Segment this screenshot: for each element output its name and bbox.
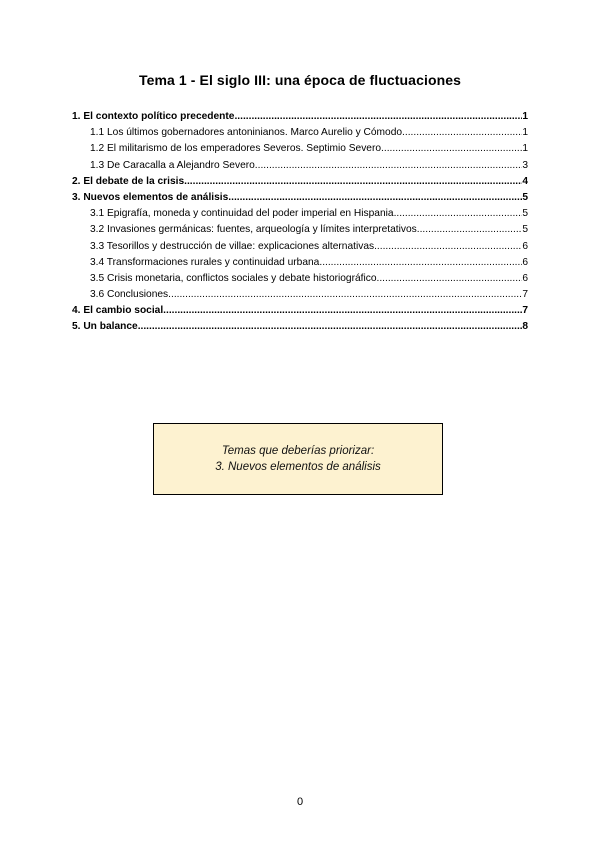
toc-entry[interactable] [72,190,528,206]
toc-leader-dots [374,239,522,255]
toc-entry[interactable] [72,174,528,190]
toc-entry-page: 1 [522,143,528,155]
toc-entry-label: 1.2 El militarismo de los emperadores Severos. Septimio Severo [90,143,382,155]
page-number: 0 [296,796,304,808]
toc-entry-label: 3. Nuevos elementos de análisis [72,191,229,203]
document-title: Tema 1 - El siglo III: una época de fluctuaciones [138,72,462,88]
toc-entry-label: 3.1 Epigrafía, moneda y continuidad del poder imperial en Hispania [90,208,394,220]
toc-entry-page: 1 [522,127,528,139]
toc-entry-page: 4 [522,175,528,187]
priority-note-topic: 3. Nuevos elementos de análisis [215,461,381,473]
toc-entry-label: 3.4 Transformaciones rurales y continuidad urbana [90,256,320,268]
toc-leader-dots [402,125,522,141]
toc-entry[interactable] [72,239,528,255]
toc-leader-dots [228,190,522,206]
toc-entry[interactable] [72,125,528,141]
toc-leader-dots [319,255,522,271]
toc-entry-page: 5 [522,191,528,203]
toc-leader-dots [234,109,522,125]
toc-entry-page: 3 [522,159,528,171]
toc-entry-page: 6 [522,240,528,252]
toc-entry-page: 5 [522,208,528,220]
toc-entry-page: 5 [522,224,528,236]
toc-leader-dots [163,303,522,319]
toc-entry-label: 5. Un balance [72,321,138,333]
toc-leader-dots [255,158,523,174]
toc-leader-dots [417,222,523,238]
toc-entry-page: 6 [522,272,528,284]
table-of-contents [72,109,528,336]
toc-entry[interactable] [72,109,528,125]
toc-entry[interactable] [72,271,528,287]
toc-entry-label: 3.6 Conclusiones [90,289,169,301]
toc-leader-dots [138,319,523,335]
toc-entry-label: 2. El debate de la crisis [72,175,185,187]
toc-leader-dots [394,206,523,222]
toc-entry-label: 1. El contexto político precedente [72,111,235,122]
toc-entry-label: 1.1 Los últimos gobernadores antoninianos. Marco Aurelio y Cómodo [90,127,403,139]
toc-entry-page: 7 [522,289,528,301]
toc-entry[interactable] [72,158,528,174]
toc-leader-dots [168,287,522,303]
toc-entry[interactable] [72,255,528,271]
toc-entry[interactable] [72,319,528,335]
toc-entry-label: 3.3 Tesorillos y destrucción de villae: explicaciones alternativas [90,240,375,252]
toc-leader-dots [377,271,523,287]
toc-entry-label: 3.5 Crisis monetaria, conflictos sociales y debate historiográfico [90,272,377,284]
toc-leader-dots [381,141,522,157]
toc-entry[interactable] [72,141,528,157]
toc-entry-label: 1.3 De Caracalla a Alejandro Severo [90,159,255,171]
priority-note-heading: Temas que deberías priorizar: [221,445,375,457]
toc-entry[interactable] [72,222,528,238]
toc-entry-page: 7 [522,305,528,317]
priority-note-box [153,423,443,495]
toc-entry-label: 3.2 Invasiones germánicas: fuentes, arqueología y límites interpretativos [90,224,417,236]
toc-entry-page: 1 [522,111,528,122]
toc-leader-dots [184,174,522,190]
toc-entry-label: 4. El cambio social [72,305,164,317]
toc-entry-page: 6 [522,256,528,268]
toc-entry[interactable] [72,206,528,222]
toc-entry[interactable] [72,303,528,319]
toc-entry[interactable] [72,287,528,303]
toc-entry-page: 8 [522,321,528,333]
